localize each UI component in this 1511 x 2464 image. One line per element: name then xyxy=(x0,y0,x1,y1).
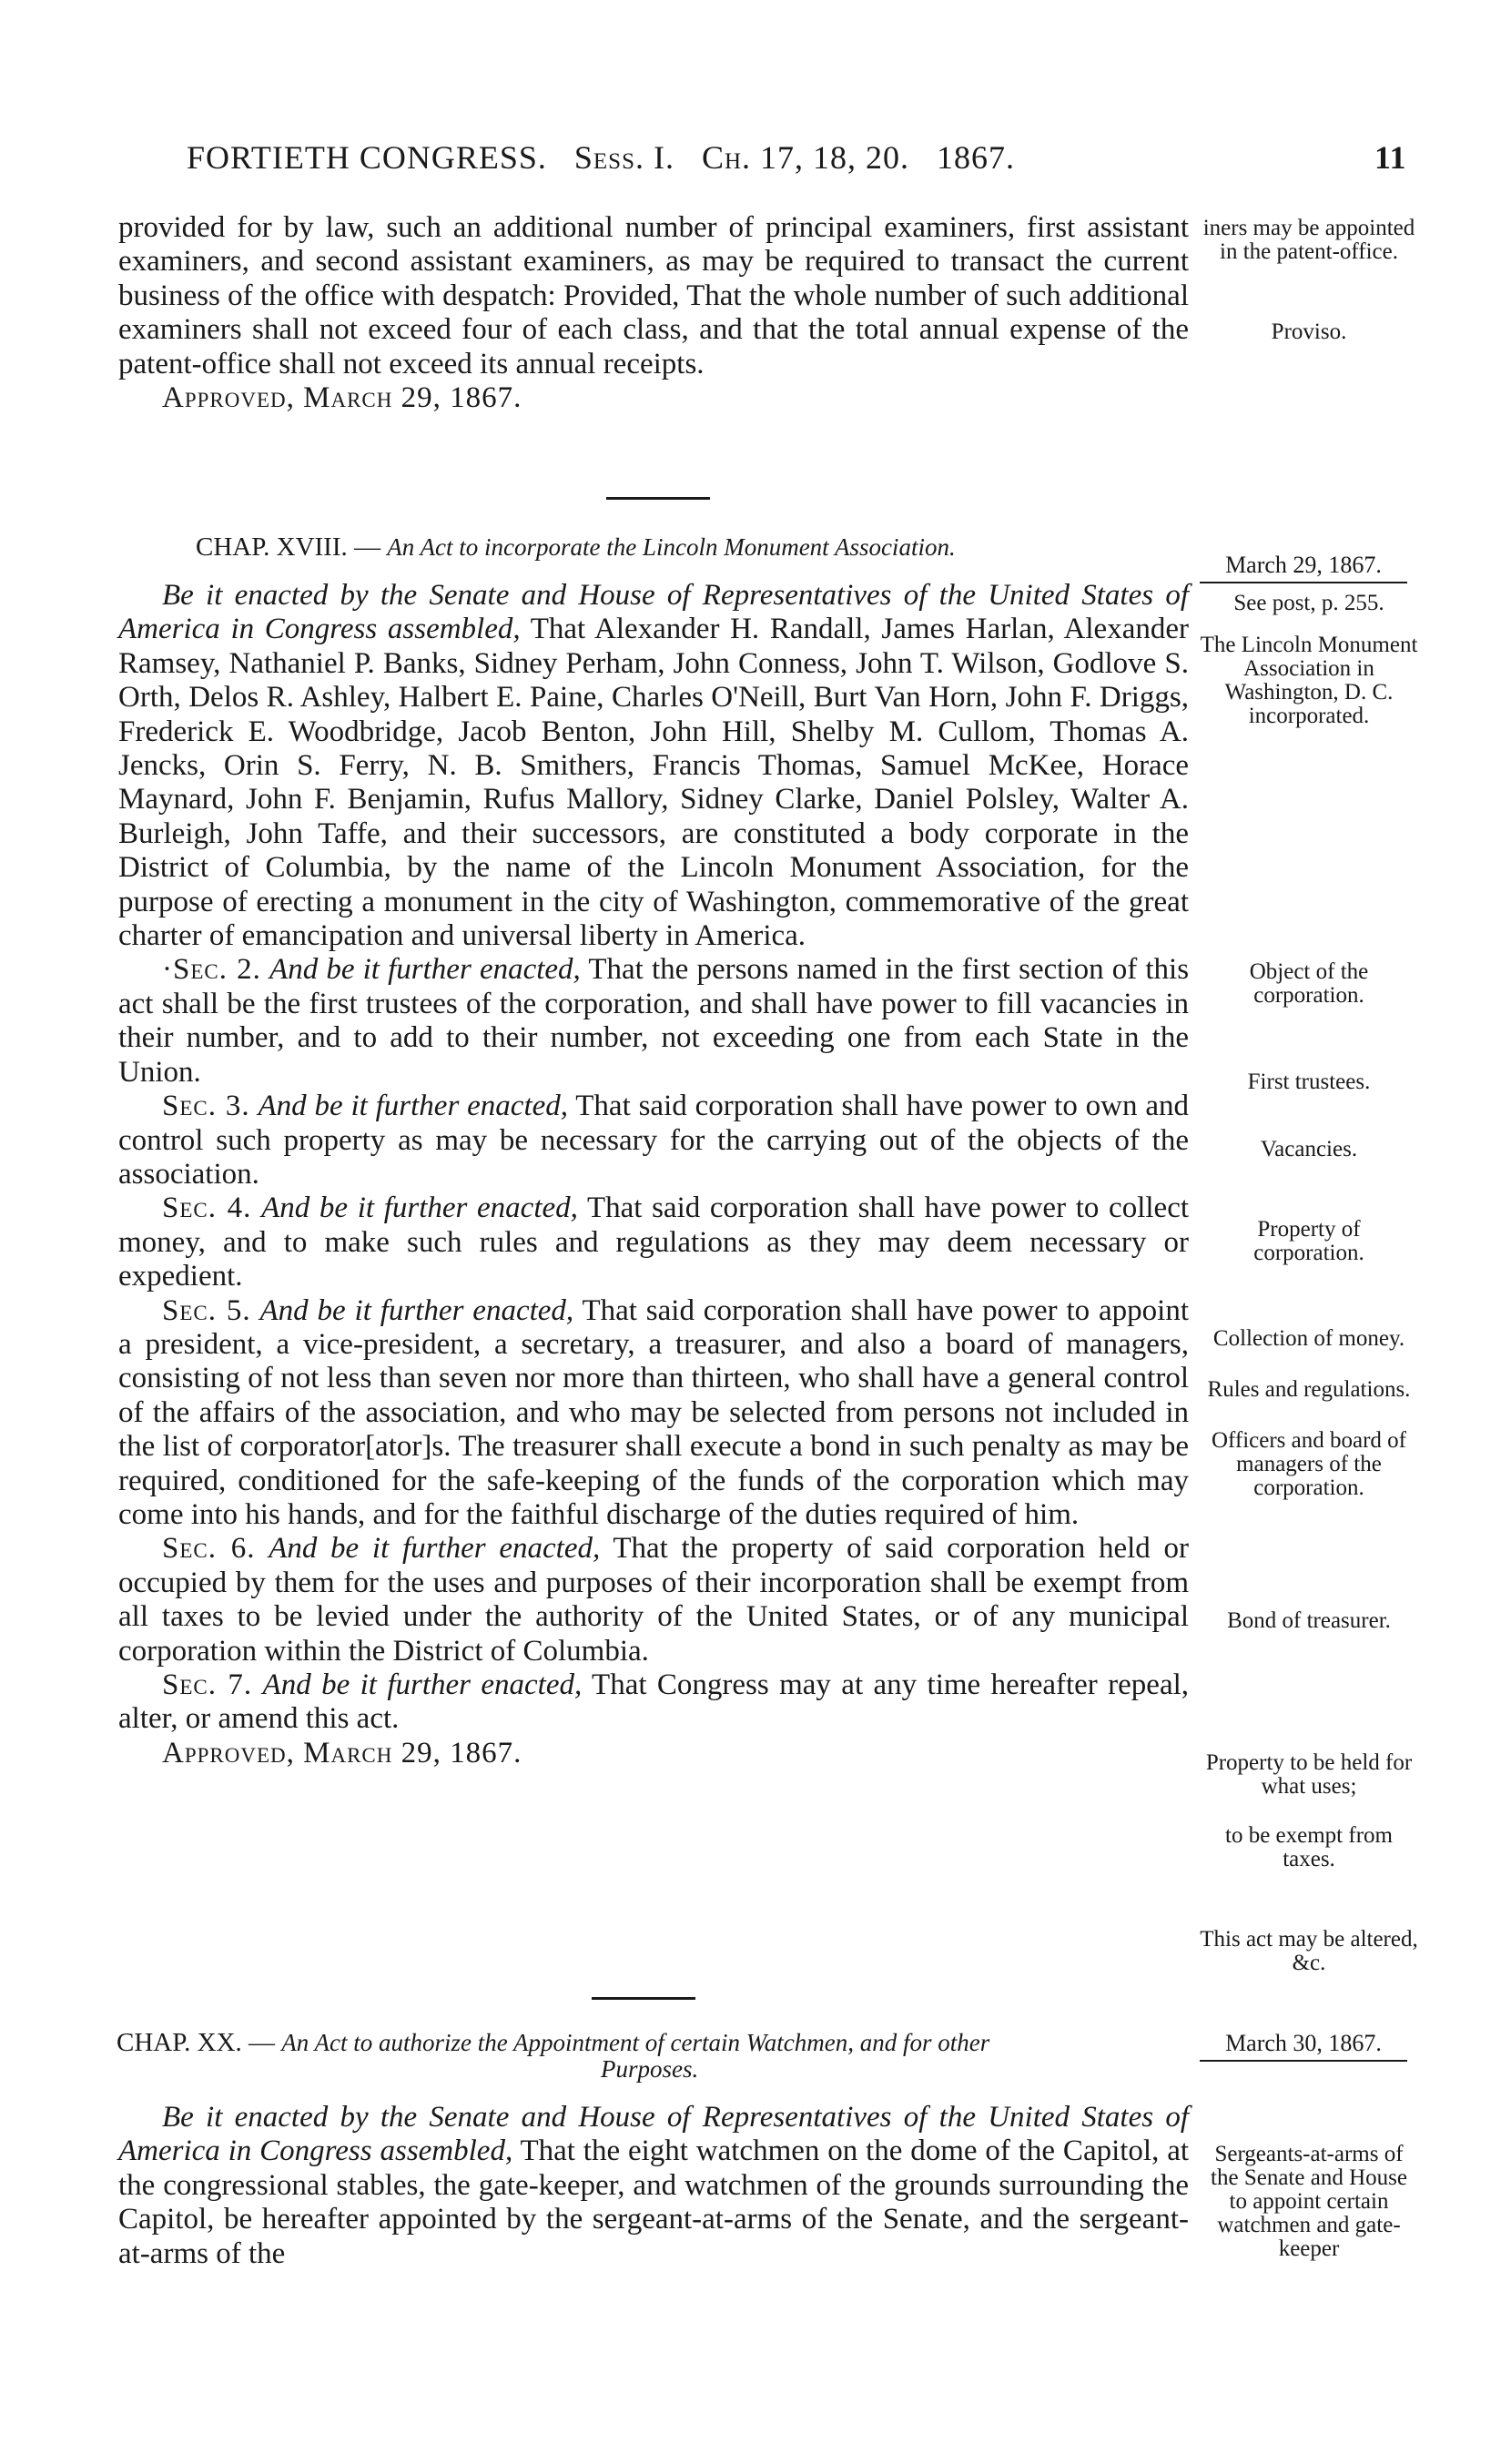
section-clause: And be it further enacted, xyxy=(262,1668,583,1701)
chap18-date: March 29, 1867. xyxy=(1200,552,1407,583)
section-clause: And be it further enacted, xyxy=(269,953,581,987)
margin-examiners: iners may be appointed in the patent-office. xyxy=(1202,216,1415,264)
margin-rules: Rules and regulations. xyxy=(1207,1377,1411,1402)
section-clause: And be it further enacted, xyxy=(269,1532,601,1566)
top-paragraph: provided for by law, such an additional number of principal examiners, first assistant examiners, and second assistant examiners, as may be required to transact the current business of the office with despatch: Provided, That the whole number of such additional examiners shall not exceed four of each class, and that the total annual expense of the patent-office shall not exceed its annual receipts. xyxy=(118,211,1189,380)
margin-bond: Bond of treasurer. xyxy=(1227,1608,1391,1633)
section-text: That said corporation shall have power to collect money, and to make such rules and regulations as they may deem necessary or expedient. xyxy=(118,1191,1190,1293)
page-number: 11 xyxy=(1374,139,1406,176)
enacting-clause: Be it enacted by the Senate and House of Representatives of the United States of America in Congress assembled, xyxy=(118,579,1189,646)
section-clause: And be it further enacted, xyxy=(258,1090,569,1123)
chap20-number: CHAP. XX. — xyxy=(117,2028,276,2057)
section-label: ·Sec. 2. xyxy=(162,953,261,987)
chap18-approved: Approved, March 29, 1867. xyxy=(162,1736,522,1769)
section-label: Sec. 7. xyxy=(162,1668,253,1701)
section-1-text: That the eight watchmen on the dome of the Capitol, at the congressional stables, the gate-keeper, and watchmen of the grounds surrounding the Capitol, be hereafter appointed by the sergeant-at-arms of the Senate, and the sergeant-at-arms of the xyxy=(118,2134,1190,2270)
section-label: Sec. 4. xyxy=(162,1191,252,1225)
chap18-section-7 xyxy=(118,1668,1189,1737)
margin-vacancies: Vacancies. xyxy=(1260,1137,1358,1161)
section-label: Sec. 5. xyxy=(162,1293,251,1327)
margin-sergeants: Sergeants-at-arms of the Senate and House to appoint certain watchmen and gate-keeper xyxy=(1211,2142,1407,2261)
section-label: Sec. 3. xyxy=(162,1090,250,1123)
margin-proviso: Proviso. xyxy=(1271,319,1347,344)
chap18-section-5 xyxy=(118,1294,1189,1533)
chap18-section-1 xyxy=(118,579,1189,953)
margin-lincoln-assoc: The Lincoln Monument Association in Washington, D. C. incorporated. xyxy=(1200,633,1418,728)
margin-see-post: See post, p. 255. xyxy=(1233,591,1384,615)
chap18-section-3 xyxy=(118,1090,1189,1191)
chap18-body xyxy=(118,579,1189,1770)
margin-collection: Collection of money. xyxy=(1212,1326,1405,1351)
running-title: FORTIETH CONGRESS. Sess. I. Ch. 17, 18, 20. 1867. xyxy=(187,139,1016,176)
margin-trustees: First trustees. xyxy=(1247,1070,1371,1094)
chap18-section-4 xyxy=(118,1191,1189,1293)
margin-altered: This act may be altered, &c. xyxy=(1200,1927,1418,1975)
top-approved: Approved, March 29, 1867. xyxy=(162,381,522,415)
chap20-title-continued: Purposes. xyxy=(601,2055,699,2083)
section-text: That the persons named in the first section of this act shall be the first trustees of the corporation, and shall have power to fill vacancies in their number, and to add to their number, not exceeding one from each State in the Union. xyxy=(118,953,1190,1089)
chap20-heading xyxy=(117,2028,989,2058)
chap18-section-6 xyxy=(118,1532,1189,1668)
section-text: That the property of said corporation held or occupied by them for the uses and purposes of their incorporation shall be exempt from all taxes to be levied under the authority of the United States, or of any municipal corporation within the District of Columbia. xyxy=(118,1532,1189,1668)
section-1-text: That Alexander H. Randall, James Harlan, Alexander Ramsey, Nathaniel P. Banks, Sidney Perham, John Conness, John T. Wilson, Godlove S. Orth, Delos R. Ashley, Halbert E. Paine, Charles O'Neill, Burt Van Horn, John F. Driggs, Frederick E. Woodbridge, Jacob Benton, John Hill, Shelby M. Cullom, Thomas A. Jencks, Orin S. Ferry, N. B. Smithers, Francis Thomas, Samuel McKee, Horace Maynard, John F. Benjamin, Rufus Mallory, Sidney Clarke, Daniel Polsley, Walter A. Burleigh, John Taffe, and their successors, are constituted a body corporate in the District of Columbia, by the name of the Lincoln Monument Association, for the purpose of erecting a monument in the city of Washington, commemorative of the great charter of emancipation and universal liberty in America. xyxy=(118,613,1189,953)
chap18-section-2 xyxy=(118,953,1189,1090)
section-divider xyxy=(606,497,710,500)
section-divider xyxy=(592,1997,695,2000)
margin-officers: Officers and board of managers of the corporation. xyxy=(1211,1428,1407,1500)
section-text: That said corporation shall have power to appoint a president, a vice-president, a secretary, a treasurer, and also a board of managers, consisting of not less than seven nor more than thirteen, who shall have a general control of the affairs of the association, and who may be selected from persons not included in the list of corporator[ator]s. The treasurer shall execute a bond in such penalty as may be required, conditioned for the safe-keeping of the funds of the corporation which may come into his hands, and for the faithful discharge of the duties required of him. xyxy=(118,1293,1190,1531)
chap18-title: An Act to incorporate the Lincoln Monument Association. xyxy=(387,533,956,561)
chap20-body xyxy=(118,2101,1189,2271)
margin-exempt: to be exempt from taxes. xyxy=(1225,1823,1393,1871)
enacting-clause: Be it enacted by the Senate and House of Representatives of the United States of America in Congress assembled, xyxy=(118,2101,1189,2168)
top-section xyxy=(118,211,1189,415)
chap20-date: March 30, 1867. xyxy=(1200,2030,1407,2062)
margin-property: Property of corporation. xyxy=(1253,1217,1364,1265)
section-clause: And be it further enacted, xyxy=(261,1191,578,1225)
chap20-title: An Act to authorize the Appointment of certain Watchmen, and for other xyxy=(281,2029,990,2056)
section-label: Sec. 6. xyxy=(162,1532,256,1566)
running-header xyxy=(187,138,1406,193)
section-clause: And be it further enacted, xyxy=(259,1293,574,1327)
section-text: That Congress may at any time hereafter repeal, alter, or amend this act. xyxy=(118,1668,1190,1736)
chap20-section-1 xyxy=(118,2101,1189,2271)
chap18-heading xyxy=(196,532,956,563)
margin-property-held: Property to be held for what uses; xyxy=(1205,1750,1413,1799)
chap18-number: CHAP. XVIII. — xyxy=(196,532,380,562)
margin-object: Object of the corporation. xyxy=(1249,959,1369,1008)
section-text: That said corporation shall have power to own and control such property as may be necessary for the carrying out of the objects of the association. xyxy=(118,1090,1190,1191)
